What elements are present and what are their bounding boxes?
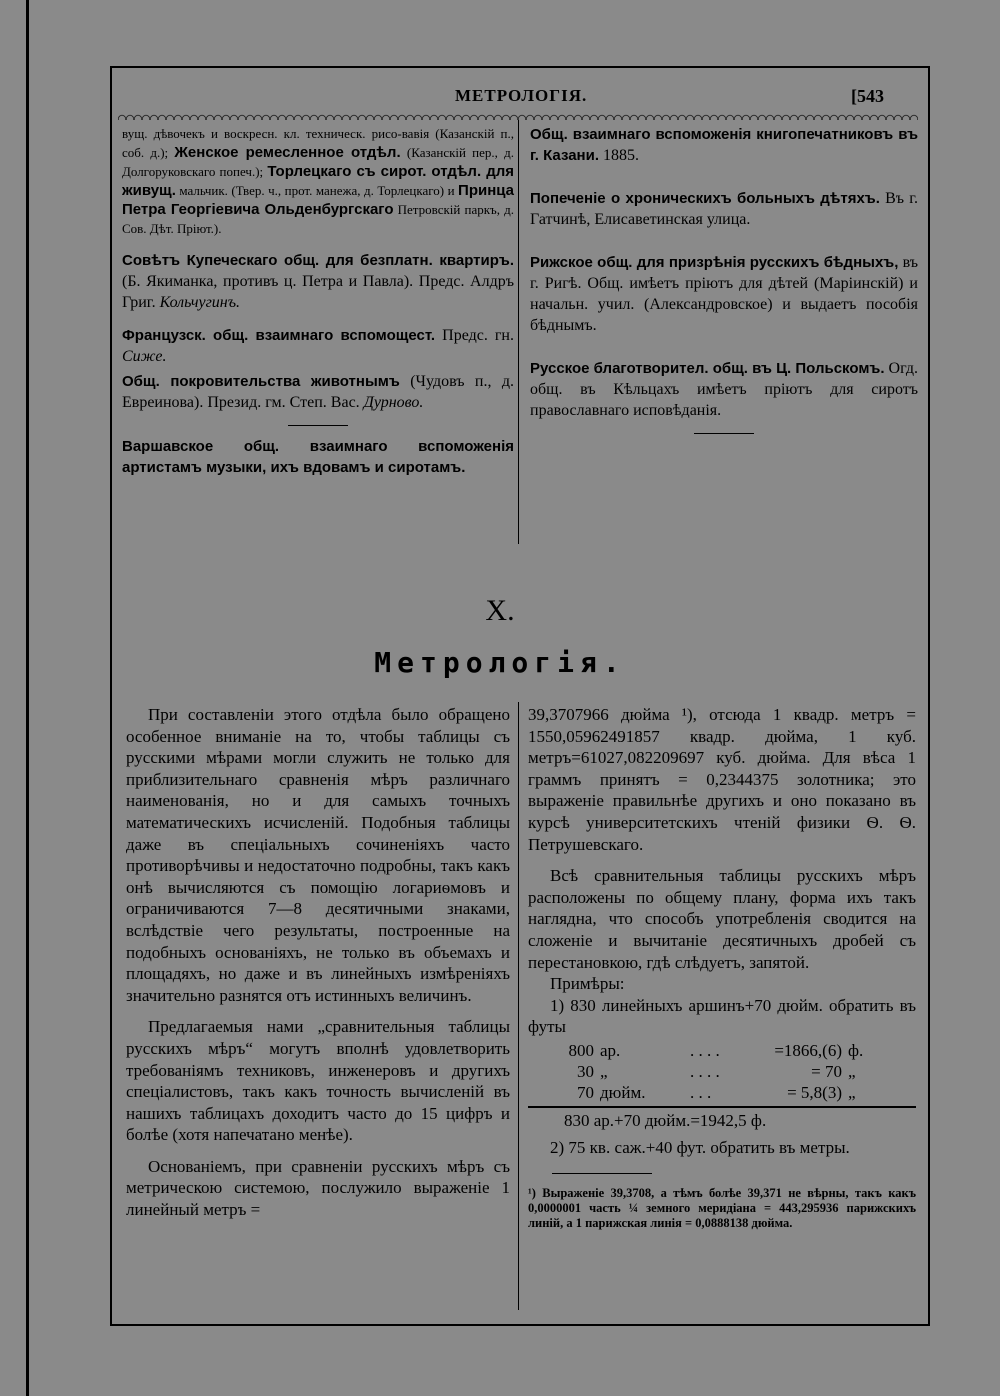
entry-text: Петровскій паркъ, д. Сов. Дѣт. Пріют.).: [122, 202, 514, 236]
section-divider: [288, 425, 348, 426]
entry-heading: Общ. покровительства животнымъ: [122, 373, 400, 390]
calc-result: = 70: [811, 1061, 842, 1081]
entry-popechenie: [530, 188, 918, 230]
calc-unit: „: [600, 1061, 608, 1081]
entry-heading: Торлецкаго съ сирот. отдѣл. для живущ.: [122, 163, 515, 199]
calc-qty: 800: [568, 1040, 594, 1060]
calc-dots: . . . .: [690, 1040, 720, 1060]
body-paragraph: При составленіи этого отдѣла было обращено особенное вниманіе на то, чтобы таблицы съ русскими мѣрами могли служить не только для приблизительнаго сравненія мѣръ различнаго наименованія, но и для самыхъ точныхъ математическихъ исчисленій. Подобныя таблицы даже въ спеціальныхъ сочиненіяхъ часто противорѣчивы и недостаточно подробны, такъ какъ онѣ вычисляются съ помощію логариѳмовъ и ограничиваются 7—8 десятичными знаками, вслѣдствіе чего результаты, построенные на подобныхъ основаніяхъ, не только въ объемахъ и площадяхъ, но даже и въ линейныхъ измѣреніяхъ значительно разнятся отъ истинныхъ величинъ.: [126, 705, 510, 1005]
entry-heading: Варшавское общ. взаимнаго вспоможенія артистамъ музыки, ихъ вдовамъ и сиротамъ.: [122, 438, 514, 476]
calc-dots: . . .: [690, 1082, 712, 1102]
entry-text: Предс. гн.: [442, 327, 514, 344]
entry-continued: [122, 124, 514, 238]
entry-text: вущ. дѣвочекъ и воскресн. кл. техническ. рисо-вавія (Казанскій п., соб. д.);: [122, 126, 514, 160]
calc-row: [528, 1040, 916, 1061]
entry-frantsuzsk: [122, 325, 514, 367]
column-separator-bottom: [518, 702, 519, 1310]
entry-varshavskoe: [122, 436, 514, 478]
page-number: [543: [851, 86, 884, 106]
entry-text: (Чудовъ п., д. Евреинова). Презид. гм. Степ. Вас.: [122, 373, 515, 411]
calc-result-unit: „: [848, 1082, 856, 1102]
entry-russkoe-blagotvoritel: [530, 358, 918, 421]
calculation-table: [528, 1040, 916, 1131]
calc-sum-rule: [528, 1106, 916, 1108]
calc-qty: 70: [577, 1082, 594, 1102]
body-paragraph: 39,3707966 дюйма ¹), отсюда 1 квадр. метръ = 1550,05962491857 квадр. дюйма, 1 куб. метръ=61027,082209697 куб. дюйма. Для вѣса 1 граммъ принятъ = 0,2344375 золотника; это выраженіе правильнѣе другихъ и оно показано въ курсѣ университетскихъ чтеній физики Ѳ. Ѳ. Петрушевскаго.: [528, 705, 916, 854]
footnote-rule: [552, 1173, 652, 1174]
body-paragraph: Всѣ сравнительныя таблицы русскихъ мѣръ расположены по общему плану, форма ихъ такъ наглядна, что способъ употребленія сводится на сложеніе и вычитаніе десятичныхъ дробей съ перестановкою, гдѣ слѣдуетъ, запятой.: [528, 866, 916, 972]
top-right-column: [530, 124, 918, 444]
calc-result-unit: ф.: [848, 1040, 864, 1060]
examples-label: Примѣры:: [550, 974, 625, 994]
entry-heading: Рижское общ. для призрѣнія русскихъ бѣдныхъ,: [530, 254, 899, 271]
entry-heading: Принца Петра Георгіевича Ольденбургскаго: [122, 182, 515, 218]
entry-heading: Русское благотворител. общ. въ Ц. Польскомъ.: [530, 360, 885, 377]
calc-unit: дюйм.: [600, 1082, 646, 1102]
calc-result-unit: „: [848, 1061, 856, 1081]
entry-text: Въ г. Гатчинѣ, Елисаветинская улица.: [530, 190, 919, 228]
body-left-column: [126, 704, 510, 1231]
calc-row: [528, 1061, 916, 1082]
entry-knigopechatnikov: [530, 124, 918, 166]
entry-heading: Общ. взаимнаго вспоможенія книгопечатниковъ въ г. Казани.: [530, 126, 918, 164]
entry-text: (Б. Якиманка, противъ ц. Петра и Павла). Предс. Алдръ Григ.: [122, 273, 514, 311]
section-title: Метрологія.: [374, 646, 626, 679]
entry-sovet-kupecheskago: [122, 250, 514, 313]
section-number: X.: [485, 594, 515, 627]
calc-dots: . . . .: [690, 1061, 720, 1081]
running-title: МЕТРОЛОГІЯ.: [455, 86, 588, 105]
body-paragraph: Основаніемъ, при сравненіи русскихъ мѣръ съ метрическою системою, послужило выраженіе 1 линейный метръ =: [126, 1156, 510, 1220]
calc-unit: ар.: [600, 1040, 621, 1060]
top-left-column: [122, 124, 514, 490]
entry-person: Дурново.: [363, 394, 424, 411]
body-right-column: [528, 704, 916, 1244]
entry-pokrovitelstva: [122, 371, 514, 413]
page-binding-edge: [26, 0, 29, 1396]
calc-qty: 30: [577, 1061, 594, 1081]
entry-text: 1885.: [603, 147, 639, 164]
entry-heading: Французск. общ. взаимнаго вспомощест.: [122, 327, 436, 344]
entry-text: въ г. Ригѣ. Общ. имѣетъ пріютъ для дѣтей (Маріинскій) и начальн. учил. (Александровское) и выдаетъ пособія бѣднымъ.: [530, 254, 919, 334]
entry-text: Огд. общ. въ Кѣльцахъ имѣетъ пріютъ для сиротъ православнаго исповѣданія.: [530, 360, 919, 419]
footnote: ¹) Выраженіе 39,3708, а тѣмъ болѣе 39,371 не вѣрны, такъ какъ 0,0000001 часть ¼ земного меридіана = 443,295936 парижскихъ линій, а 1 парижская линія = 0,0888138 дюйма.: [528, 1186, 916, 1230]
example-1: 1) 830 линейныхъ аршинъ+70 дюйм. обратить въ футы: [528, 995, 916, 1037]
entry-person: Кольчугинъ.: [159, 294, 241, 311]
calc-result: =1866,(6): [774, 1040, 842, 1060]
entry-heading: Совѣтъ Купеческаго общ. для безплатн. квартиръ.: [122, 252, 514, 269]
section-divider: [694, 433, 754, 434]
header-wavy-rule: [118, 110, 918, 120]
entry-rizhskoe: [530, 252, 918, 336]
calc-result: = 5,8(3): [787, 1082, 842, 1102]
entry-heading: Попеченіе о хроническихъ больныхъ дѣтяхъ.: [530, 190, 880, 207]
calc-total: 830 ар.+70 дюйм.=1942,5 ф.: [564, 1110, 767, 1130]
example-2: 2) 75 кв. саж.+40 фут. обратить въ метры.: [550, 1137, 850, 1157]
entry-text: мальчик. (Твер. ч., прот. манежа, д. Торлецкаго) и: [179, 183, 455, 198]
calc-row: [528, 1082, 916, 1103]
entry-text: (Казанскій пер., д. Долгоруковскаго попеч.);: [122, 145, 514, 179]
entry-heading: Женское ремесленное отдѣл.: [174, 144, 401, 161]
body-paragraph: Предлагаемыя нами „сравнительныя таблицы русскихъ мѣръ“ могутъ вполнѣ удовлетворить требованіямъ техниковъ, инженеровъ и другихъ спеціалистовъ, такъ какъ точность вычисленій въ нашихъ таблицахъ доходитъ часто до 15 цифръ и болѣе (хотя напечатано менѣе).: [126, 1017, 510, 1145]
column-separator-top: [518, 120, 519, 544]
entry-person: Сиже.: [122, 348, 167, 365]
